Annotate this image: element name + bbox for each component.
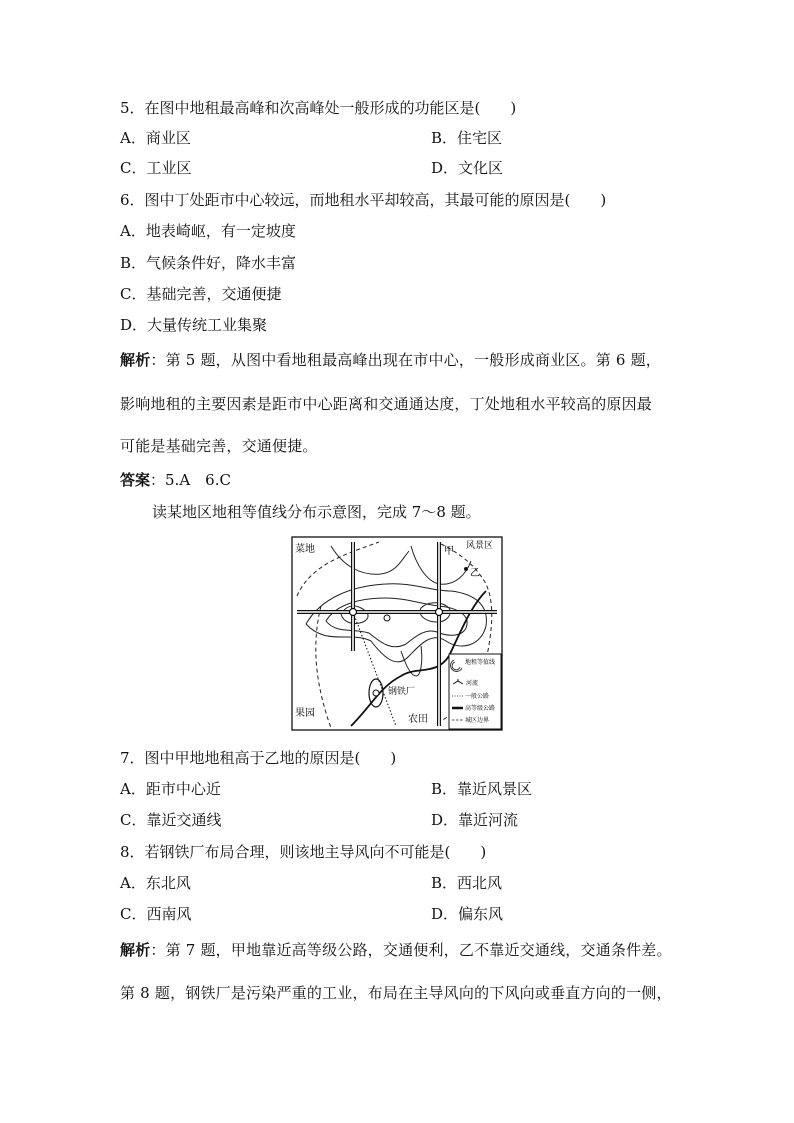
legend-highway: 高等级公路 xyxy=(465,705,496,712)
question-7-option-a: A．距市中心近 xyxy=(120,780,221,798)
sub-center-marker xyxy=(436,609,443,616)
question-7-option-d: D．靠近河流 xyxy=(431,811,519,829)
question-6-stem: 6．图中丁处距市中心较远，而地租水平却较高，其最可能的原因是( ) xyxy=(120,191,607,209)
ding-site-marker xyxy=(384,615,390,621)
analysis-1-line-3: 可能是基础完善，交通便捷。 xyxy=(120,437,318,455)
question-7-stem: 7．图中甲地地租高于乙地的原因是( ) xyxy=(120,749,397,767)
analysis-2-line-2: 第 8 题，钢铁厂是污染严重的工业，布局在主导风向的下风向或垂直方向的一侧， xyxy=(120,984,672,1002)
question-6-option-b: B．气候条件好，降水丰富 xyxy=(120,254,297,272)
question-5-option-a: A．商业区 xyxy=(120,129,191,147)
answer-line xyxy=(120,470,231,490)
question-5-option-d: D．文化区 xyxy=(431,159,504,177)
question-7-option-b: B．靠近风景区 xyxy=(431,780,533,798)
analysis-1-line-1 xyxy=(120,350,661,370)
analysis-2-label: 解析 xyxy=(120,941,151,959)
question-5-stem: 5．在图中地租最高峰和次高峰处一般形成的功能区是( ) xyxy=(120,99,517,117)
legend-contour: 地租等值线 xyxy=(465,659,496,666)
legend-river: 河流 xyxy=(466,680,479,687)
analysis-2-text: ：第 7 题，甲地靠近高等级公路，交通便利，乙不靠近交通线，交通条件差。 xyxy=(150,941,672,959)
question-5-option-c: C．工业区 xyxy=(120,159,192,177)
yi-point-marker xyxy=(464,567,468,571)
land-rent-contour-map xyxy=(291,536,503,731)
analysis-1-text: ：第 5 题，从图中看地租最高峰出现在市中心，一般形成商业区。第 6 题， xyxy=(150,351,661,369)
answer-label: 答案 xyxy=(120,471,151,489)
analysis-2-line-1 xyxy=(120,940,672,960)
question-6-option-a: A．地表崎岖，有一定坡度 xyxy=(120,222,296,240)
question-5-option-b: B．住宅区 xyxy=(431,129,503,147)
steel-plant-marker xyxy=(373,690,379,696)
question-6-option-c: C．基础完善，交通便捷 xyxy=(120,285,282,303)
question-8-option-b: B．西北风 xyxy=(431,874,503,892)
legend-ordinary-road: 一般公路 xyxy=(465,693,490,700)
question-7-option-c: C．靠近交通线 xyxy=(120,811,222,829)
analysis-label: 解析 xyxy=(120,351,151,369)
question-8-stem: 8．若钢铁厂布局合理，则该地主导风向不可能是( ) xyxy=(120,843,487,861)
label-orchard: 果园 xyxy=(295,708,315,719)
question-8-option-a: A．东北风 xyxy=(120,874,191,892)
label-vegetable-land: 菜地 xyxy=(295,544,315,555)
answer-text: ：5.A 6.C xyxy=(150,471,231,489)
label-jia: 甲 xyxy=(444,546,454,557)
label-scenic-area: 风景区 xyxy=(466,541,494,551)
legend-city-boundary: 城区边界 xyxy=(465,717,490,724)
question-8-option-c: C．西南风 xyxy=(120,905,192,923)
question-6-option-d: D．大量传统工业集聚 xyxy=(120,316,268,334)
city-center-marker xyxy=(350,609,357,616)
question-8-option-d: D．偏东风 xyxy=(431,905,504,923)
label-yi: 乙 xyxy=(470,568,480,579)
analysis-1-line-2: 影响地租的主要因素是距市中心距离和交通通达度，丁处地租水平较高的原因最 xyxy=(120,395,653,413)
label-steel-plant: 钢铁厂 xyxy=(388,687,416,697)
map-intro: 读某地区地租等值线分布示意图，完成 7～8 题。 xyxy=(152,503,481,521)
label-farmland: 农田 xyxy=(408,714,428,725)
